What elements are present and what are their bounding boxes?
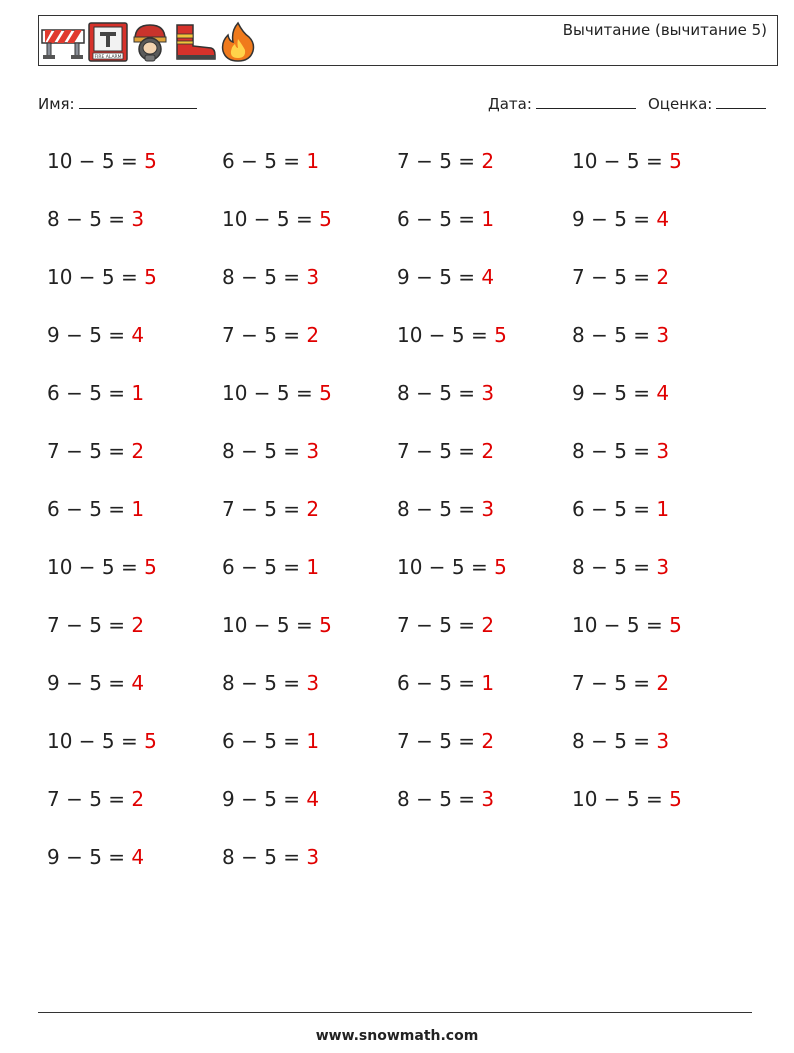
problem-question: 9 − 5 = [47, 845, 132, 869]
problem-question: 7 − 5 = [397, 149, 482, 173]
problem-question: 8 − 5 = [222, 265, 307, 289]
problem [47, 839, 222, 875]
problem [47, 317, 222, 353]
problem [47, 259, 222, 295]
problem [222, 143, 397, 179]
problem [397, 375, 572, 411]
header-icons [41, 19, 257, 65]
problem-answer: 4 [131, 671, 145, 695]
problem [47, 549, 222, 585]
problem-row [47, 201, 767, 259]
name-label: Имя: [38, 95, 75, 113]
problem-answer: 5 [144, 149, 157, 173]
problem [397, 201, 572, 237]
problem-answer: 5 [319, 207, 332, 231]
problem-answer: 1 [131, 497, 145, 521]
problem [47, 375, 222, 411]
problem [397, 143, 572, 179]
problem-question: 10 − 5 = [47, 729, 145, 753]
problem-question: 8 − 5 = [222, 845, 307, 869]
problem-answer: 3 [656, 439, 670, 463]
problem-answer: 2 [656, 671, 670, 695]
problem [222, 491, 397, 527]
problem [572, 259, 747, 295]
fire-alarm-icon [87, 21, 129, 63]
problem-answer: 1 [656, 497, 670, 521]
problem-question: 8 − 5 = [47, 207, 132, 231]
problem [572, 201, 747, 237]
problem-question: 7 − 5 = [222, 497, 307, 521]
problem [222, 607, 397, 643]
problem [397, 491, 572, 527]
problem-row [47, 549, 767, 607]
problem-answer: 2 [481, 613, 495, 637]
problem [222, 317, 397, 353]
problem-question: 6 − 5 = [47, 381, 132, 405]
problem-question: 9 − 5 = [47, 323, 132, 347]
problem [397, 433, 572, 469]
footer-url: www.snowmath.com [315, 1028, 479, 1044]
svg-text:FIRE ALARM: FIRE ALARM [94, 55, 122, 60]
problem-question: 6 − 5 = [397, 207, 482, 231]
problem [47, 781, 222, 817]
problem-answer: 2 [481, 149, 495, 173]
worksheet-header [38, 15, 778, 66]
date-label: Дата: [488, 95, 532, 113]
problem [222, 375, 397, 411]
problem-answer: 5 [669, 613, 682, 637]
problem-question: 10 − 5 = [47, 555, 145, 579]
problem-answer: 5 [494, 323, 507, 347]
problem-answer: 2 [656, 265, 670, 289]
problem-row [47, 665, 767, 723]
problem-question: 9 − 5 = [572, 207, 657, 231]
problem [572, 375, 747, 411]
problem [572, 143, 747, 179]
problem-answer: 3 [481, 497, 495, 521]
problem-answer: 3 [131, 207, 145, 231]
problem-answer: 5 [144, 555, 157, 579]
problem-question: 8 − 5 = [572, 729, 657, 753]
problem-answer: 5 [669, 149, 682, 173]
problem-question: 7 − 5 = [47, 613, 132, 637]
problem-question: 10 − 5 = [222, 381, 320, 405]
problem-row [47, 723, 767, 781]
problem-answer: 3 [306, 671, 320, 695]
problem-question: 7 − 5 = [222, 323, 307, 347]
problem-question: 8 − 5 = [397, 497, 482, 521]
problem-answer: 3 [481, 381, 495, 405]
problem-question: 6 − 5 = [397, 671, 482, 695]
problem-question: 10 − 5 = [572, 787, 670, 811]
problem [222, 549, 397, 585]
name-blank[interactable] [79, 94, 197, 109]
problem [47, 607, 222, 643]
problem-answer: 5 [494, 555, 507, 579]
fire-boot-icon [171, 22, 217, 62]
problem-question: 8 − 5 = [397, 787, 482, 811]
problem-answer: 5 [144, 729, 157, 753]
problem-question: 6 − 5 = [222, 149, 307, 173]
problem-row [47, 259, 767, 317]
problem [222, 259, 397, 295]
problem-question: 9 − 5 = [397, 265, 482, 289]
problem [572, 491, 747, 527]
problem-answer: 2 [131, 613, 145, 637]
name-field [38, 94, 197, 113]
problem [572, 723, 747, 759]
problem-answer: 1 [306, 149, 320, 173]
problem-question: 6 − 5 = [222, 555, 307, 579]
problem-question: 7 − 5 = [47, 787, 132, 811]
problem [397, 723, 572, 759]
problem-answer: 2 [131, 439, 145, 463]
problem-answer: 2 [131, 787, 145, 811]
problem-row [47, 781, 767, 839]
problem [47, 143, 222, 179]
problem-question: 10 − 5 = [222, 613, 320, 637]
problem [572, 317, 747, 353]
problem-row [47, 607, 767, 665]
problem-question: 7 − 5 = [397, 729, 482, 753]
problem-answer: 2 [306, 497, 320, 521]
problem [397, 781, 572, 817]
worksheet-title: Вычитание (вычитание 5) [562, 21, 767, 39]
date-field [488, 94, 636, 113]
problem-answer: 3 [306, 265, 320, 289]
gas-mask-icon [131, 21, 169, 63]
problem-answer: 3 [306, 845, 320, 869]
problem-question: 6 − 5 = [222, 729, 307, 753]
problem-answer: 3 [656, 555, 670, 579]
problem-answer: 1 [131, 381, 145, 405]
problem-answer: 1 [481, 207, 495, 231]
problem [397, 317, 572, 353]
problem-question: 8 − 5 = [572, 439, 657, 463]
problem [572, 665, 747, 701]
problem-question: 8 − 5 = [572, 323, 657, 347]
problem [47, 665, 222, 701]
problem-question: 9 − 5 = [222, 787, 307, 811]
problem-question: 7 − 5 = [572, 265, 657, 289]
problem [397, 259, 572, 295]
problem-answer: 4 [131, 323, 145, 347]
problem [47, 201, 222, 237]
problem-question: 7 − 5 = [397, 439, 482, 463]
problem [47, 491, 222, 527]
grade-field [648, 94, 766, 113]
problem [222, 781, 397, 817]
problem-row [47, 317, 767, 375]
problem-answer: 1 [481, 671, 495, 695]
problem-answer: 5 [319, 381, 332, 405]
grade-blank[interactable] [716, 94, 766, 109]
problem-answer: 2 [481, 439, 495, 463]
footer-divider [38, 1012, 752, 1013]
problem-question: 10 − 5 = [572, 613, 670, 637]
problem-answer: 5 [319, 613, 332, 637]
problem [397, 607, 572, 643]
problem [222, 201, 397, 237]
problem [572, 549, 747, 585]
problem-row [47, 491, 767, 549]
problem-row [47, 433, 767, 491]
flame-icon [219, 21, 257, 63]
problem-question: 10 − 5 = [572, 149, 670, 173]
problem-row [47, 143, 767, 201]
problem-answer: 5 [144, 265, 157, 289]
problem [222, 433, 397, 469]
problem-answer: 3 [656, 729, 670, 753]
problem [47, 433, 222, 469]
problem-question: 7 − 5 = [572, 671, 657, 695]
problem-answer: 3 [656, 323, 670, 347]
problem-question: 10 − 5 = [397, 323, 495, 347]
problem-row [47, 839, 767, 897]
problem-answer: 3 [481, 787, 495, 811]
problem-answer: 2 [306, 323, 320, 347]
problem [572, 781, 747, 817]
problem-question: 8 − 5 = [222, 439, 307, 463]
barrier-icon [41, 24, 85, 60]
problem-answer: 4 [306, 787, 320, 811]
problem-question: 8 − 5 = [397, 381, 482, 405]
problem [572, 433, 747, 469]
problem-question: 6 − 5 = [47, 497, 132, 521]
problem-question: 8 − 5 = [572, 555, 657, 579]
problem-answer: 2 [481, 729, 495, 753]
problem-question: 7 − 5 = [397, 613, 482, 637]
problem [222, 723, 397, 759]
problem-question: 6 − 5 = [572, 497, 657, 521]
problem-answer: 1 [306, 729, 320, 753]
problem-question: 10 − 5 = [397, 555, 495, 579]
problem-answer: 4 [656, 207, 670, 231]
problem-question: 7 − 5 = [47, 439, 132, 463]
problem [222, 665, 397, 701]
problem-answer: 4 [131, 845, 145, 869]
problem-answer: 1 [306, 555, 320, 579]
problem-answer: 4 [656, 381, 670, 405]
problem [397, 665, 572, 701]
problem [572, 607, 747, 643]
problem-question: 9 − 5 = [572, 381, 657, 405]
date-blank[interactable] [536, 94, 636, 109]
problem [222, 839, 397, 875]
problem-question: 9 − 5 = [47, 671, 132, 695]
problem [47, 723, 222, 759]
grade-label: Оценка: [648, 95, 713, 113]
problem [397, 549, 572, 585]
problem-question: 10 − 5 = [222, 207, 320, 231]
problem-answer: 5 [669, 787, 682, 811]
problem-answer: 4 [481, 265, 495, 289]
problem-grid [47, 143, 767, 897]
problem-question: 10 − 5 = [47, 265, 145, 289]
problem-row [47, 375, 767, 433]
problem-answer: 3 [306, 439, 320, 463]
problem-question: 8 − 5 = [222, 671, 307, 695]
problem-question: 10 − 5 = [47, 149, 145, 173]
